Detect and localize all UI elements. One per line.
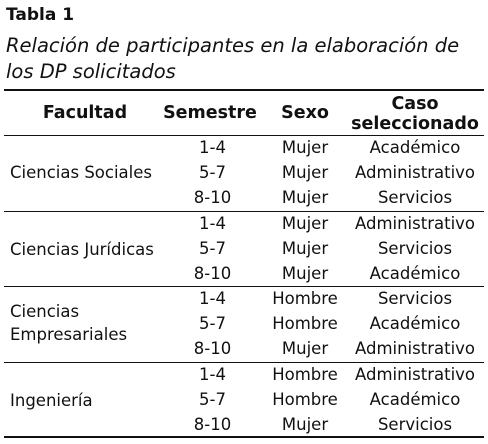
facultad-cell: Ciencias Sociales [10,163,152,182]
header-caso-line2: seleccionado [351,114,479,134]
sexo-cell: Hombre [272,289,338,308]
caso-cell: Servicios [377,289,453,308]
sexo-cell: Mujer [281,339,329,358]
table-label: Tabla 1 [6,5,75,25]
bottom-rule [4,436,484,438]
header-semestre: Semestre [163,103,257,123]
top-rule [4,89,484,91]
caso-cell: Servicios [377,188,453,207]
caso-cell: Administrativo [354,214,476,233]
caso-cell: Administrativo [354,365,476,384]
caso-cell: Administrativo [354,339,476,358]
sexo-cell: Mujer [281,239,329,258]
caso-cell: Académico [369,390,461,409]
semestre-cell: 1-4 [199,138,226,157]
facultad-cell: Ciencias Jurídicas [10,240,154,259]
caso-cell: Académico [369,264,461,283]
sexo-cell: Mujer [281,415,329,434]
sexo-cell: Mujer [281,188,329,207]
sexo-cell: Mujer [281,138,329,157]
header-sexo: Sexo [281,103,329,123]
header-rule [4,135,484,136]
sexo-cell: Hombre [272,314,338,333]
group-separator [4,211,484,212]
semestre-cell: 5-7 [199,390,226,409]
semestre-cell: 5-7 [199,163,226,182]
sexo-cell: Mujer [281,163,329,182]
group-separator [4,286,484,287]
semestre-cell: 1-4 [199,214,226,233]
semestre-cell: 1-4 [199,289,226,308]
semestre-cell: 5-7 [199,314,226,333]
sexo-cell: Hombre [272,365,338,384]
header-facultad: Facultad [42,103,128,123]
semestre-cell: 8-10 [193,415,232,434]
caso-cell: Académico [369,138,461,157]
semestre-cell: 8-10 [193,339,232,358]
semestre-cell: 8-10 [193,188,232,207]
sexo-cell: Mujer [281,264,329,283]
facultad-cell-line2: Empresariales [10,325,128,344]
group-separator [4,362,484,363]
table-caption: Relación de participantes en la elaboración de los DP solicitados [6,34,460,83]
facultad-cell: Ingeniería [10,391,93,410]
caso-cell: Administrativo [354,163,476,182]
caso-cell: Servicios [377,415,453,434]
facultad-cell: Ciencias [10,302,80,321]
caso-cell: Académico [369,314,461,333]
semestre-cell: 1-4 [199,365,226,384]
caso-cell: Servicios [377,239,453,258]
header-caso-line1: Caso [391,94,439,114]
sexo-cell: Hombre [272,390,338,409]
semestre-cell: 5-7 [199,239,226,258]
semestre-cell: 8-10 [193,264,232,283]
sexo-cell: Mujer [281,214,329,233]
